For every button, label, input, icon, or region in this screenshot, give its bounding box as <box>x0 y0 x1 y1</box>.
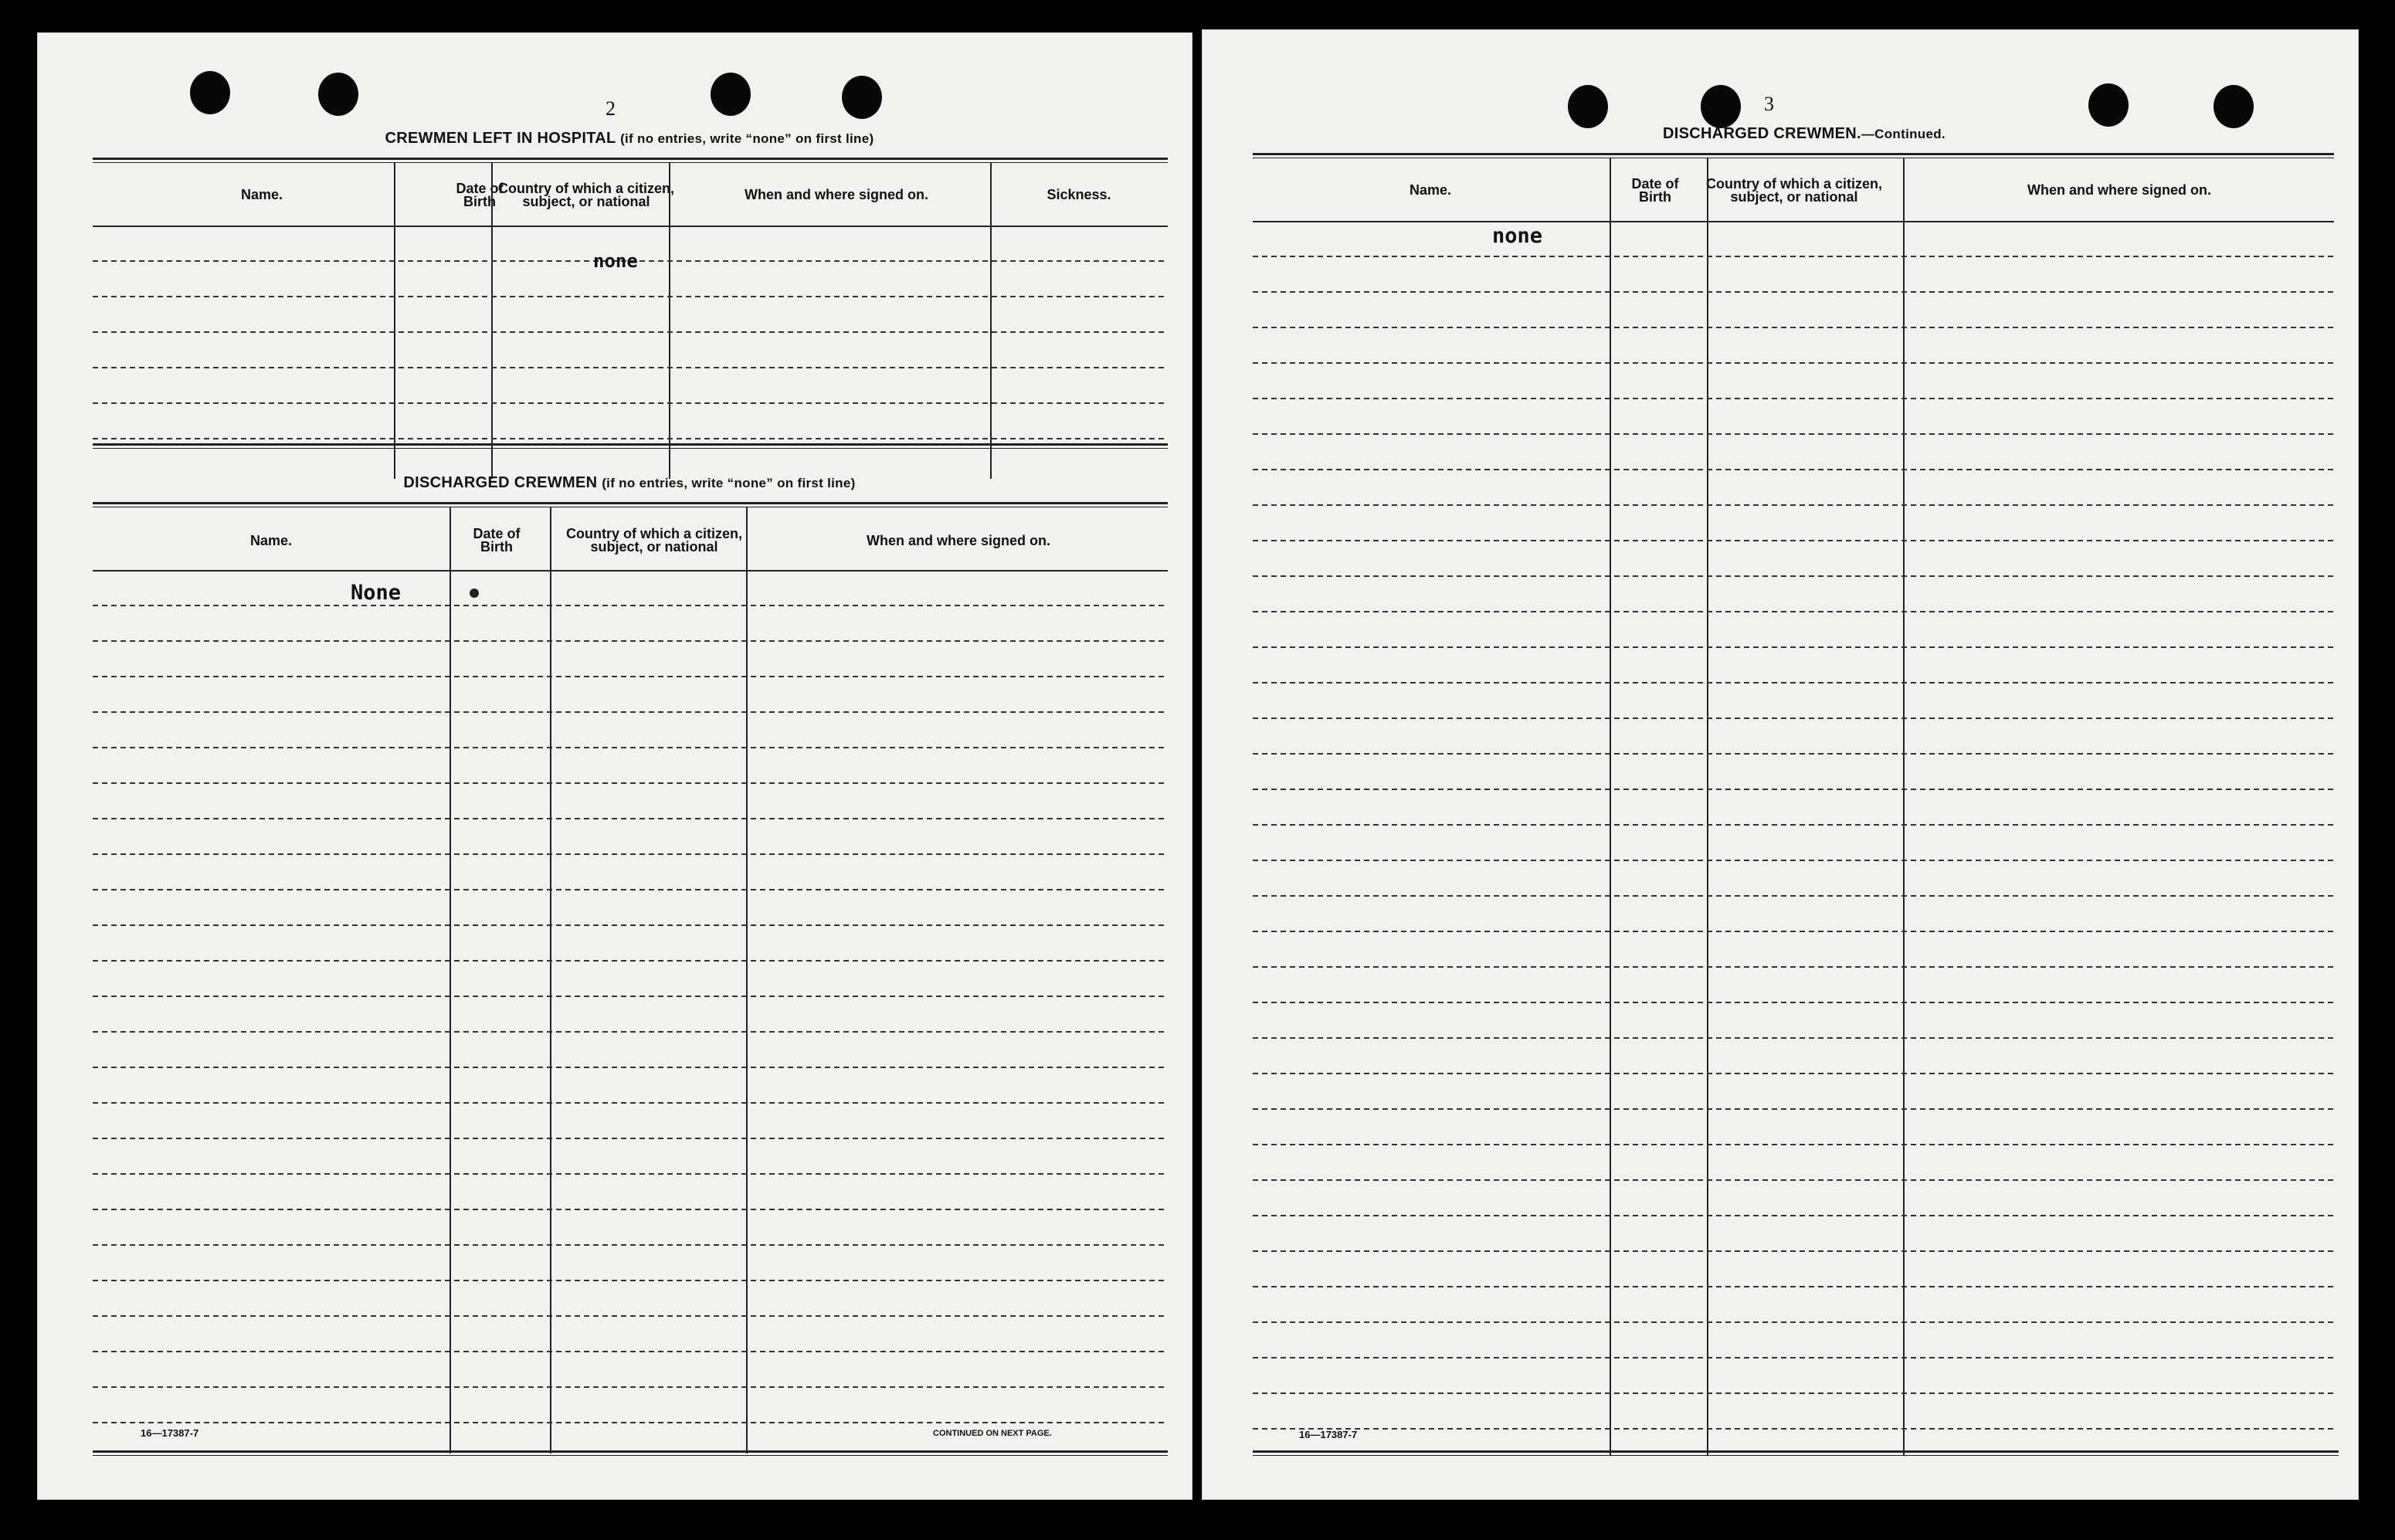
column-header: Date of Birth <box>473 526 521 555</box>
column-header: When and where signed on. <box>2027 181 2212 198</box>
ruled-rows <box>1253 221 2334 1464</box>
double-rule <box>1253 153 2334 158</box>
double-rule <box>93 502 1168 507</box>
column-header: Date of Birth <box>1631 176 1679 205</box>
section-title-text: DISCHARGED CREWMEN <box>403 474 598 491</box>
punch-hole <box>2214 85 2254 128</box>
left-page <box>37 32 1192 1500</box>
continued-note: CONTINUED ON NEXT PAGE. <box>933 1429 1052 1438</box>
section-title-discharged <box>93 474 1166 492</box>
column-header: When and where signed on. <box>744 186 929 202</box>
page-number: 3 <box>1764 93 1774 115</box>
column-header: Country of which a citizen, subject, or national <box>1705 176 1882 205</box>
column-header: Country of which a citizen, subject, or national <box>497 181 674 209</box>
column-header: Date of Birth <box>456 181 504 209</box>
ruled-rows <box>93 570 1168 1458</box>
double-rule <box>1253 1450 2339 1456</box>
punch-hole <box>2088 83 2129 127</box>
punch-hole <box>318 73 358 116</box>
ink-dot <box>470 589 479 598</box>
double-rule <box>93 158 1168 163</box>
section-title-note: (if no entries, write “none” on first line) <box>620 131 874 146</box>
section-title-hospital <box>93 130 1166 148</box>
form-number: 16—17387-7 <box>141 1427 199 1439</box>
section-title-note: (if no entries, write “none” on first line) <box>602 476 856 490</box>
double-rule <box>93 1450 1168 1456</box>
punch-hole <box>711 73 751 116</box>
punch-hole <box>842 76 882 119</box>
punch-hole <box>1701 85 1741 128</box>
column-header: Name. <box>1409 181 1452 198</box>
page-number: 2 <box>606 97 616 120</box>
column-header: Sickness. <box>1047 186 1111 202</box>
section-title-text: DISCHARGED CREWMEN. <box>1663 125 1861 142</box>
punch-hole <box>190 71 230 114</box>
section-title-discharged-continued <box>1248 125 2360 143</box>
column-header: Country of which a citizen, subject, or national <box>565 526 742 555</box>
section-title-text: CREWMEN LEFT IN HOSPITAL <box>385 130 616 147</box>
discharged-continued-entry: none <box>1492 224 1543 248</box>
right-page <box>1202 29 2359 1500</box>
form-number: 16—17387-7 <box>1299 1429 1358 1440</box>
section-title-suffix: —Continued. <box>1861 127 1946 141</box>
punch-hole <box>1568 85 1608 128</box>
discharged-entry: None <box>351 581 402 605</box>
column-header: Name. <box>240 186 283 202</box>
column-header: Name. <box>249 532 293 548</box>
column-header: When and where signed on. <box>866 532 1051 548</box>
double-rule <box>93 443 1168 449</box>
hospital-entry: none <box>593 250 638 272</box>
